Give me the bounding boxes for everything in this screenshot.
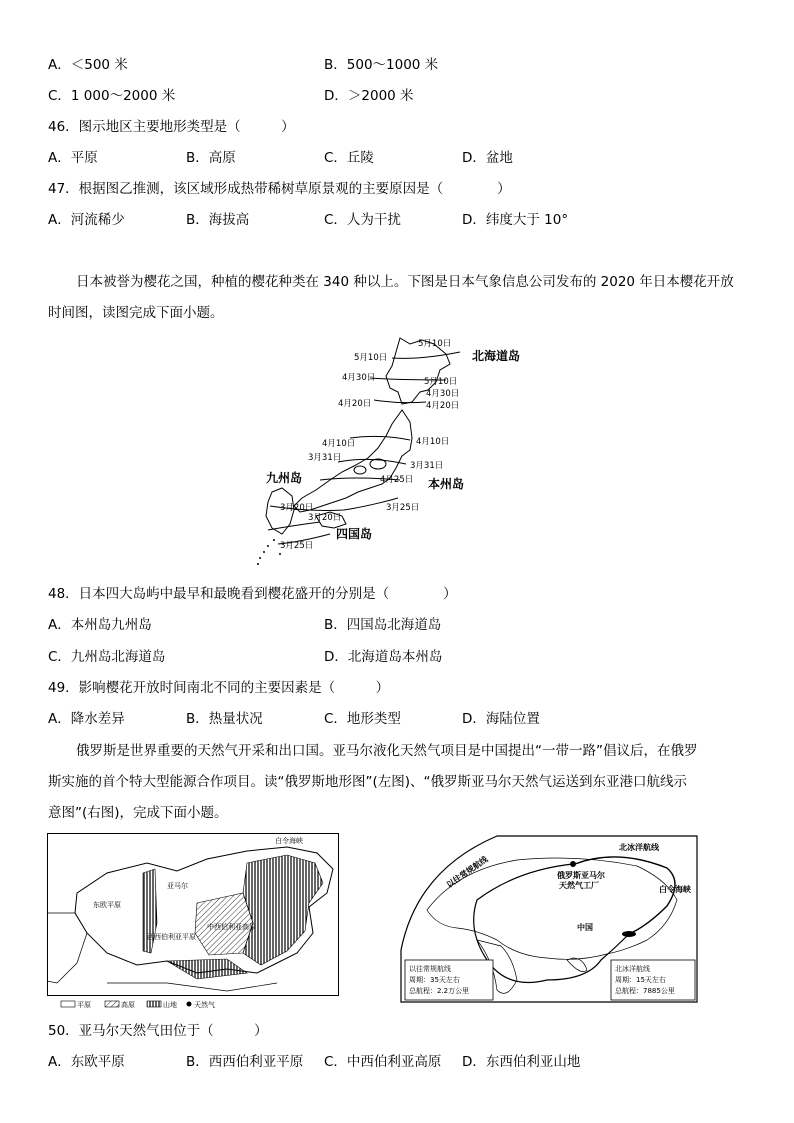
q50-stem: 50．亚马尔天然气田位于（ ）	[48, 1023, 268, 1039]
q45-option-d: D．＞2000 米	[324, 88, 414, 104]
label-hokkaido: 北海道岛	[472, 349, 521, 363]
label-mar25-a: 3月25日	[386, 503, 420, 513]
label-mar20-a: 3月20日	[280, 503, 314, 513]
q49-option-a: A．降水差异	[48, 711, 125, 727]
label-mar25-b: 3月25日	[280, 541, 314, 551]
q46-option-c: C．丘陵	[324, 150, 374, 166]
ryukyu-islands	[257, 539, 281, 565]
arctic-route-box-title: 北冰洋航线	[615, 965, 650, 973]
q50-option-c: C．中西伯利亚高原	[324, 1054, 442, 1070]
label-apr10-a: 4月10日	[322, 439, 356, 449]
legend-plateau: 高原	[121, 1001, 135, 1009]
old-route-box-distance: 总航程：2.2万公里	[409, 987, 470, 995]
old-route-info-box	[405, 960, 493, 1000]
legend-plain: 平原	[77, 1001, 91, 1009]
q46-option-b: B．高原	[186, 150, 236, 166]
label-apr30-a: 4月30日	[342, 373, 376, 383]
q47-option-c: C．人为干扰	[324, 212, 401, 228]
label-honshu: 本州岛	[428, 477, 465, 491]
label-east-euro-plain: 东欧平原	[93, 901, 121, 909]
q47-option-d: D．纬度大于 10°	[462, 212, 569, 228]
label-apr25: 4月25日	[380, 475, 414, 485]
label-apr20-b: 4月20日	[426, 401, 460, 411]
label-plant-line1: 俄罗斯亚马尔	[557, 871, 605, 880]
legend-gas: 天然气	[194, 1001, 215, 1009]
q48-option-b: B．四国岛北海道岛	[324, 617, 442, 633]
label-apr10-b: 4月10日	[416, 437, 450, 447]
legend-mountain: 山地	[163, 1001, 177, 1009]
old-route-box-period: 周期：35天左右	[409, 976, 460, 984]
q45-option-a: A．＜500 米	[48, 57, 128, 73]
japan-passage-line2: 时间图，读图完成下面小题。	[48, 305, 224, 321]
east-asia-port-marker	[622, 931, 636, 937]
q49-stem: 49．影响樱花开放时间南北不同的主要因素是（ ）	[48, 680, 390, 696]
q47-stem: 47．根据图乙推测，该区域形成热带稀树草原景观的主要原因是（ ）	[48, 181, 511, 197]
label-bering-left: 白令海峡	[275, 837, 303, 845]
arctic-route-box-period: 周期：15天左右	[615, 976, 666, 984]
label-apr20-a: 4月20日	[338, 399, 372, 409]
q48-stem: 48．日本四大岛屿中最早和最晚看到樱花盛开的分别是（ ）	[48, 586, 457, 602]
label-may10-c: 5月10日	[424, 377, 458, 387]
japan-sakura-map	[250, 330, 550, 570]
yamal-plant-marker	[570, 861, 576, 867]
q47-option-b: B．海拔高	[186, 212, 250, 228]
label-arctic-route: 北冰洋航线	[619, 843, 659, 852]
label-shikoku: 四国岛	[336, 527, 373, 541]
label-mar20-b: 3月20日	[308, 513, 342, 523]
q50-option-b: B．西西伯利亚平原	[186, 1054, 304, 1070]
label-mar31-b: 3月31日	[410, 461, 444, 471]
label-central-siberian-plateau: 中西伯利亚高原	[207, 923, 256, 931]
q46-option-a: A．平原	[48, 150, 98, 166]
old-route-box-title: 以往常规航线	[409, 965, 451, 973]
label-china: 中国	[577, 923, 593, 932]
q49-option-c: C．地形类型	[324, 711, 401, 727]
q50-option-a: A．东欧平原	[48, 1054, 125, 1070]
q47-option-a: A．河流稀少	[48, 212, 125, 228]
yamal-route-map	[397, 830, 700, 1006]
q45-option-c: C．1 000～2000 米	[48, 88, 176, 104]
arctic-route-info-box	[611, 960, 695, 1000]
japan-passage-line1: 日本被誉为樱花之国，种植的樱花种类在 340 种以上。下图是日本气象信息公司发布的 2020 年日本樱花开放	[76, 274, 734, 290]
label-mar31-a: 3月31日	[308, 453, 342, 463]
label-may10-a: 5月10日	[418, 339, 452, 349]
label-kyushu: 九州岛	[266, 471, 303, 485]
label-yamal: 亚马尔	[167, 882, 188, 890]
label-west-siberian-plain: 西西伯利亚平原	[147, 933, 196, 941]
label-plant-line2: 天然气工厂	[559, 881, 599, 890]
label-apr30-b: 4月30日	[426, 389, 460, 399]
q49-option-b: B．热量状况	[186, 711, 263, 727]
russia-passage-line1: 俄罗斯是世界重要的天然气开采和出口国。亚马尔液化天然气项目是中国提出“一带一路”倡议后，在俄罗	[76, 743, 698, 759]
arctic-route-box-distance: 总航程：7885公里	[615, 987, 675, 995]
map-legend	[61, 1000, 215, 1009]
q48-option-a: A．本州岛九州岛	[48, 617, 152, 633]
q49-option-d: D．海陆位置	[462, 711, 540, 727]
russia-terrain-map	[47, 833, 342, 1013]
q50-option-d: D．东西伯利亚山地	[462, 1054, 581, 1070]
q46-stem: 46．图示地区主要地形类型是（ ）	[48, 119, 295, 135]
russia-passage-line2: 斯实施的首个特大型能源合作项目。读“俄罗斯地形图”(左图)、“俄罗斯亚马尔天然气运送到东亚港口航线示	[48, 774, 688, 790]
q48-option-c: C．九州岛北海道岛	[48, 649, 166, 665]
q45-option-b: B．500～1000 米	[324, 57, 439, 73]
q48-option-d: D．北海道岛本州岛	[324, 649, 443, 665]
q46-option-d: D．盆地	[462, 150, 513, 166]
label-old-route: 以往常规航线	[444, 854, 490, 890]
label-bering-right: 白令海峡	[659, 885, 691, 894]
label-may10-b: 5月10日	[354, 353, 388, 363]
russia-passage-line3: 意图”(右图)，完成下面小题。	[48, 805, 228, 821]
